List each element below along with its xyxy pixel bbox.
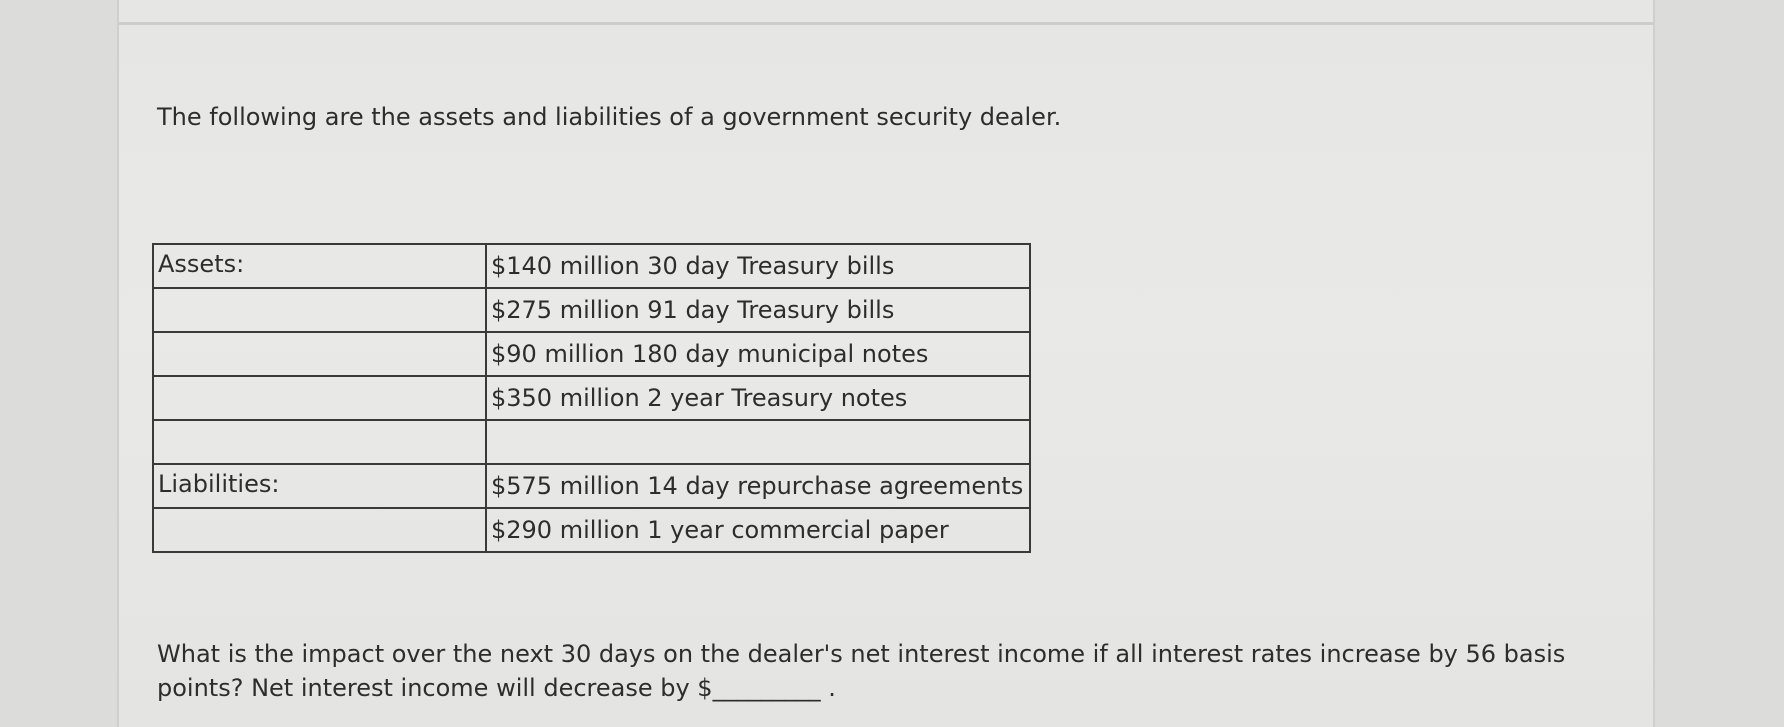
row-label [153,332,486,376]
row-value: $140 million 30 day Treasury bills [486,244,1030,288]
table-row [153,464,1030,508]
row-value: $90 million 180 day municipal notes [486,332,1030,376]
question-card [117,0,1655,727]
table-row [153,244,1030,288]
row-label [153,288,486,332]
row-label [153,508,486,552]
top-divider [119,22,1653,25]
row-value: $290 million 1 year commercial paper [486,508,1030,552]
row-value: $575 million 14 day repurchase agreements [486,464,1030,508]
row-label [153,420,486,464]
row-value: $275 million 91 day Treasury bills [486,288,1030,332]
question-text: What is the impact over the next 30 days on the dealer's net interest income if all interest rates increase by 56 basis points? Net interest income will decrease by $_________ . [157,640,1566,702]
row-label: Liabilities: [153,464,486,508]
row-value: $350 million 2 year Treasury notes [486,376,1030,420]
table-row [153,420,1030,464]
row-label: Assets: [153,244,486,288]
table-row [153,288,1030,332]
table-row [153,332,1030,376]
intro-text: The following are the assets and liabilities of a government security dealer. [157,103,1062,131]
row-label [153,376,486,420]
table-row [153,508,1030,552]
table-row [153,376,1030,420]
row-value [486,420,1030,464]
balance-sheet-table [152,243,1031,553]
